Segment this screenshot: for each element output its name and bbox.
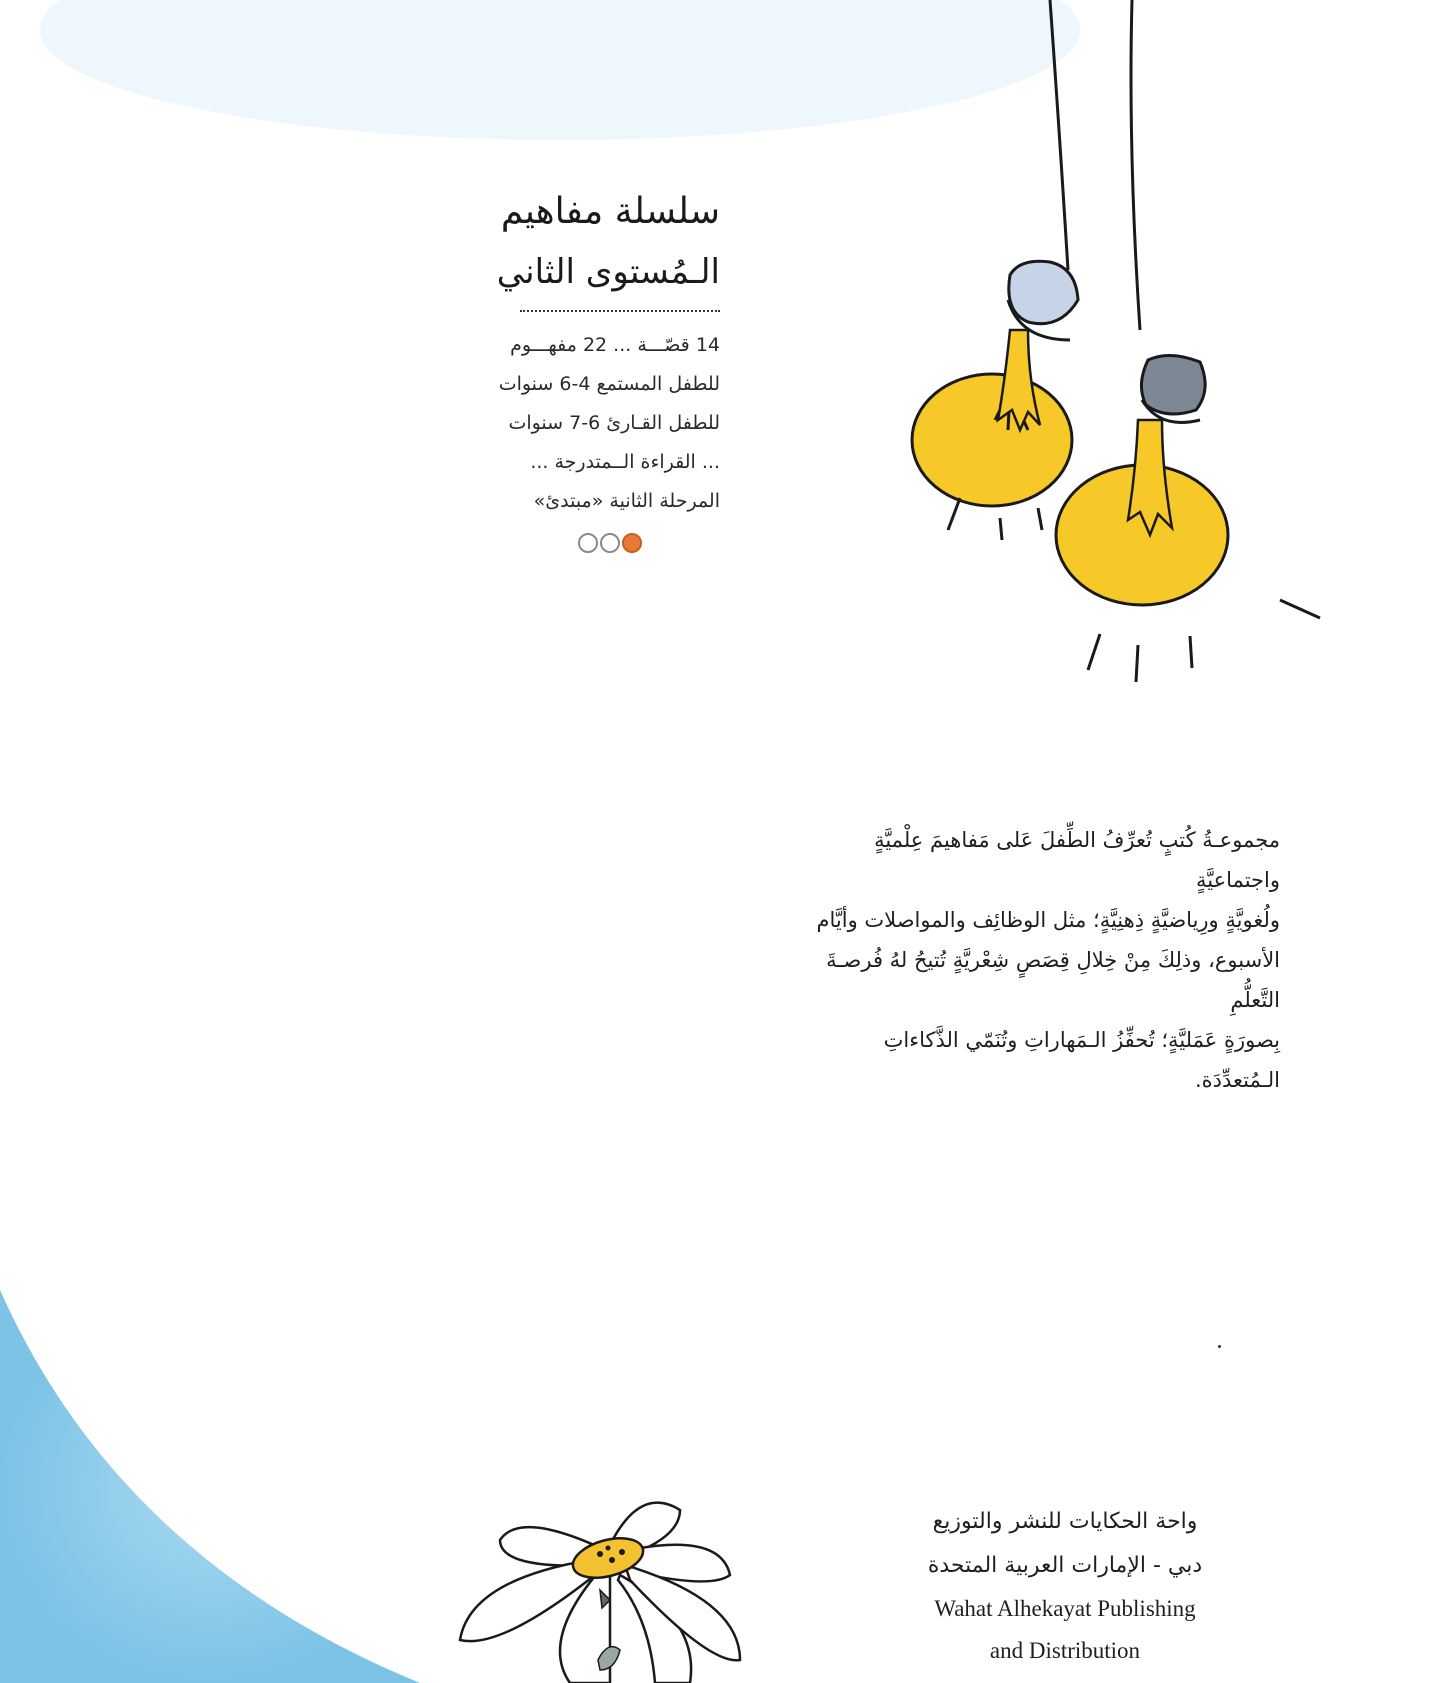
publisher-name-en: Wahat Alhekayat Publishing (934, 1596, 1196, 1621)
info-line-stage: المرحلة الثانية «مبتدئ» (533, 490, 720, 512)
info-line-graded-reading: ... القراءة الــمتدرجة ... (530, 451, 720, 473)
info-line-stories: 14 قصّـــة ... 22 مفهـــوم (510, 334, 720, 356)
dotted-divider (520, 310, 720, 312)
series-title: سلسلة مفاهيم (500, 191, 720, 232)
level-indicator (460, 533, 720, 553)
legs-with-yellow-feet (900, 0, 1340, 700)
level-dot-empty (578, 533, 598, 553)
description-line: بِصورَةٍ عَمَليَّةٍ؛ تُحفِّزُ الـمَهاراتِ وتُنَمّي الذَّكاءاتِ الـمُتعدِّدَة. (883, 1028, 1280, 1092)
publisher-location-ar: دبي - الإمارات العربية المتحدة (927, 1553, 1203, 1578)
description-line: ولُغويَّةٍ ورِياضيَّةٍ ذِهنِيَّةٍ؛ مثل الوظائِف والمواصلات وأيَّام (816, 908, 1280, 932)
publisher-name-en-line2: and Distribution (989, 1638, 1141, 1663)
info-line-reader-age: للطفل القـارئ 6-7 سنوات (508, 412, 720, 434)
level-dot-empty (600, 533, 620, 553)
info-line-listener-age: للطفل المستمع 4-6 سنوات (498, 373, 720, 395)
series-description (800, 820, 1280, 1100)
series-info (460, 186, 720, 553)
publisher-info (920, 1500, 1210, 1672)
publisher-name-ar: واحة الحكايات للنشر والتوزيع (932, 1509, 1198, 1534)
series-level: الـمُستوى الثاني (496, 252, 720, 292)
daisy-flower (440, 1490, 770, 1683)
level-dot-filled (622, 533, 642, 553)
description-line: مجموعـةُ كُتبٍ تُعرِّفُ الطِّفلَ عَلى مَفاهيمَ عِلْميَّةٍ واجتماعيَّةٍ (874, 828, 1280, 892)
ink-speck (1218, 1345, 1221, 1348)
description-line: الأسبوع، وذلِكَ مِنْ خِلالِ قِصَصٍ شِعْريَّةٍ تُتيحُ لهُ فُرصـةَ التَّعلُّمِ (826, 948, 1280, 1012)
